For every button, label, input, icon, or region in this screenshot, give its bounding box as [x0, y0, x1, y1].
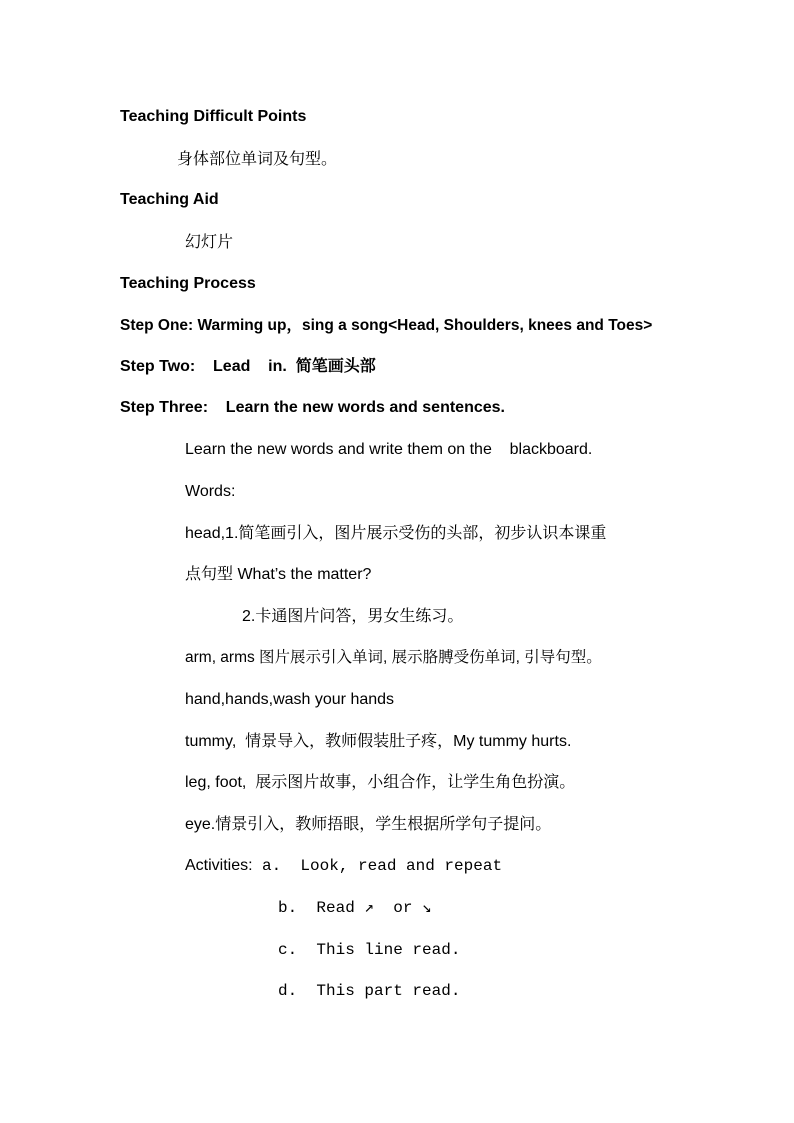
- words-label: Words:: [185, 483, 236, 500]
- activity-a: a. Look, read and repeat: [262, 857, 503, 875]
- word-head-point2: 2.卡通图片问答，男女生练习。: [242, 608, 464, 625]
- word-head-line2: 点句型 What’s the matter?: [185, 566, 372, 583]
- heading-teaching-aid: Teaching Aid: [120, 191, 219, 208]
- word-tummy: tummy, 情景导入，教师假装肚子疼，My tummy hurts.: [185, 733, 572, 750]
- step-three: Step Three: Learn the new words and sentences.: [120, 399, 505, 416]
- word-arm: arm, arms 图片展示引入单词, 展示胳膊受伤单词, 引导句型。: [185, 649, 602, 666]
- step-three-intro: Learn the new words and write them on the blackboard.: [185, 441, 593, 458]
- activity-b: b. Read ↗ or ↘: [278, 899, 432, 917]
- teaching-aid-body: 幻灯片: [185, 232, 234, 251]
- word-hand: hand,hands,wash your hands: [185, 691, 395, 708]
- activity-d: d. This part read.: [278, 982, 461, 1000]
- word-eye: eye.情景引入，教师捂眼，学生根据所学句子提问。: [185, 816, 552, 833]
- heading-teaching-process: Teaching Process: [120, 275, 256, 292]
- activities-label: Activities:: [185, 857, 253, 874]
- word-leg: leg, foot, 展示图片故事，小组合作，让学生角色扮演。: [185, 774, 576, 791]
- heading-difficult-points: Teaching Difficult Points: [120, 108, 307, 125]
- step-one: Step One: Warming up，sing a song<Head, Shoulders, knees and Toes>: [120, 317, 653, 334]
- difficult-points-body: 身体部位单词及句型。: [177, 149, 338, 168]
- word-head-line1: head,1.简笔画引入，图片展示受伤的头部，初步认识本课重: [185, 525, 607, 542]
- step-two: Step Two: Lead in. 简笔画头部: [120, 358, 376, 375]
- activity-c: c. This line read.: [278, 941, 461, 959]
